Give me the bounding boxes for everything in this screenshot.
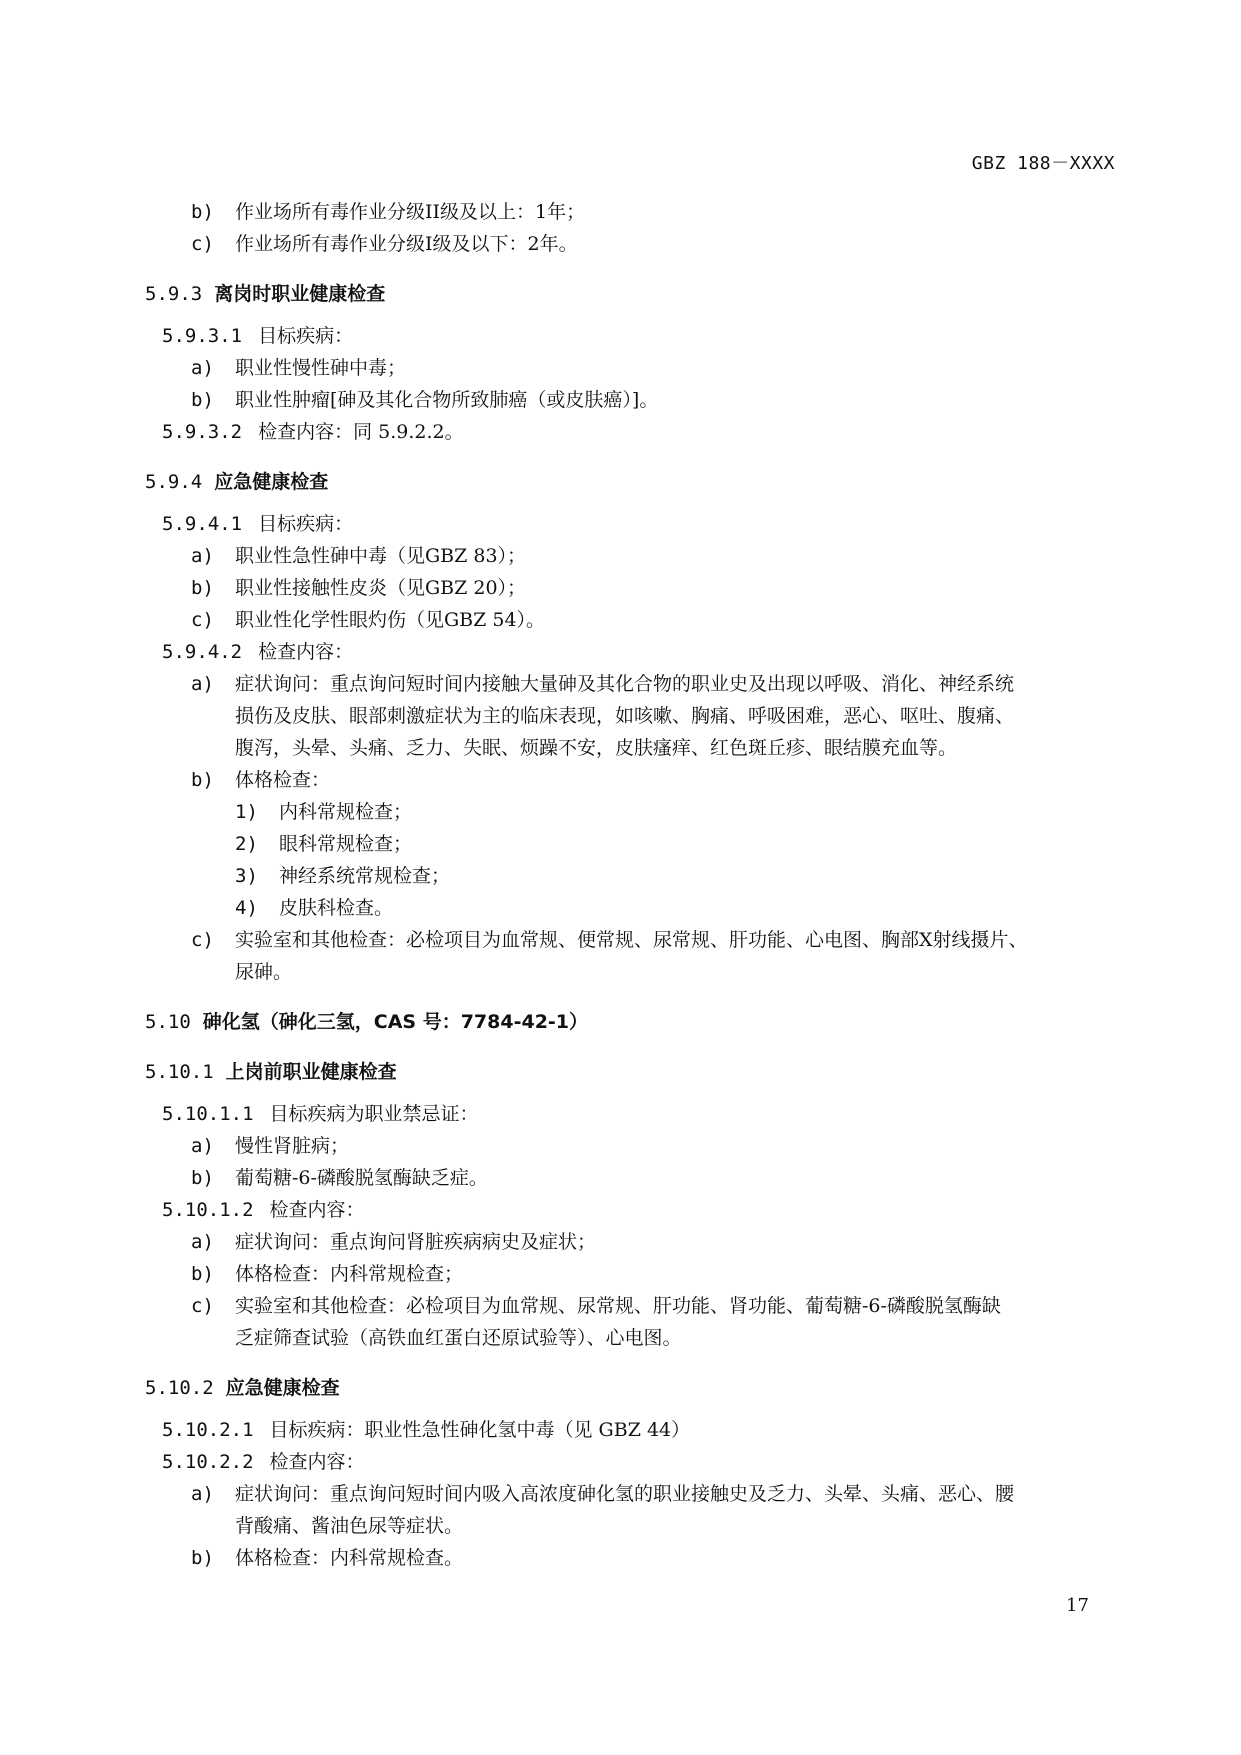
section-title: 砷化氢（砷化三氢，CAS 号：7784-42-1） — [202, 1011, 589, 1033]
list-item-text — [235, 1290, 1120, 1354]
list-marker: a) — [191, 1483, 214, 1505]
subsection-number: 5.9.4.2 — [162, 641, 243, 663]
subsection-line — [145, 636, 1120, 668]
list-marker: a) — [191, 357, 214, 379]
numbered-list-item — [145, 892, 1120, 924]
list-item — [145, 668, 1120, 764]
list-marker: a) — [191, 545, 214, 567]
subsection-number: 5.10.1.2 — [162, 1199, 254, 1221]
subsection-number: 5.9.3.1 — [162, 325, 243, 347]
list-item-text — [235, 540, 1120, 572]
text-line: 乏症筛查试验（高铁血红蛋白还原试验等）、心电图。 — [235, 1327, 682, 1349]
page-number: 17 — [1066, 1595, 1089, 1616]
numbered-list-item — [145, 828, 1120, 860]
list-marker: b) — [191, 389, 214, 411]
list-item — [145, 1258, 1120, 1290]
list-item-text — [235, 1162, 1120, 1194]
subsection-line — [145, 1446, 1120, 1478]
list-marker: c) — [191, 233, 214, 255]
subsection-text: 目标疾病为职业禁忌证： — [269, 1103, 479, 1125]
document-header: GBZ 188－XXXX — [971, 153, 1115, 174]
subsection-text: 检查内容： — [258, 641, 354, 663]
list-item-text — [235, 764, 1120, 796]
subsection-line — [145, 1194, 1120, 1226]
section-title: 应急健康检查 — [225, 1377, 340, 1399]
list-marker: a) — [191, 1135, 214, 1157]
list-marker: 2) — [235, 833, 258, 855]
list-item — [145, 1542, 1120, 1574]
text-line: 体格检查：内科常规检查。 — [235, 1547, 464, 1569]
list-marker: b) — [191, 769, 214, 791]
text-line: 职业性接触性皮炎（见GBZ 20）； — [235, 577, 527, 599]
list-item-text — [235, 572, 1120, 604]
list-item-text — [235, 352, 1120, 384]
subsection-line — [145, 508, 1120, 540]
list-item — [145, 572, 1120, 604]
text-line: 损伤及皮肤、眼部刺激症状为主的临床表现，如咳嗽、胸痛、呼吸困难，恶心、呕吐、腹痛、 — [235, 705, 1015, 727]
list-item — [145, 540, 1120, 572]
list-item — [145, 1226, 1120, 1258]
list-item — [145, 228, 1120, 260]
subsection-line — [145, 1414, 1120, 1446]
list-marker: a) — [191, 673, 214, 695]
section-number: 5.9.3 — [145, 283, 203, 305]
list-item-text — [235, 196, 1120, 228]
section-heading — [145, 466, 1120, 498]
text-line: 背酸痛、酱油色尿等症状。 — [235, 1515, 464, 1537]
text-line: 职业性肿瘤[砷及其化合物所致肺癌（或皮肤癌）]。 — [235, 389, 659, 411]
text-line: 职业性化学性眼灼伤（见GBZ 54）。 — [235, 609, 546, 631]
text-line: 慢性肾脏病； — [235, 1135, 350, 1157]
text-line: 体格检查：内科常规检查； — [235, 1263, 464, 1285]
subsection-number: 5.9.4.1 — [162, 513, 243, 535]
text-line: 眼科常规检查； — [279, 833, 413, 855]
list-marker: 4) — [235, 897, 258, 919]
section-number: 5.10.2 — [145, 1377, 214, 1399]
text-line: 神经系统常规检查； — [279, 865, 451, 887]
section-number: 5.10.1 — [145, 1061, 214, 1083]
list-marker: b) — [191, 1167, 214, 1189]
list-marker: a) — [191, 1231, 214, 1253]
list-item-text — [235, 1542, 1120, 1574]
section-heading — [145, 1372, 1120, 1404]
list-marker: 1) — [235, 801, 258, 823]
text-line: 皮肤科检查。 — [279, 897, 394, 919]
subsection-text: 检查内容：同 5.9.2.2。 — [258, 421, 464, 443]
text-line: 尿砷。 — [235, 961, 293, 983]
numbered-list-item — [145, 860, 1120, 892]
list-marker: c) — [191, 609, 214, 631]
text-line: 实验室和其他检查：必检项目为血常规、尿常规、肝功能、肾功能、葡萄糖-6-磷酸脱氢酶缺 — [235, 1295, 1001, 1317]
list-item — [145, 1478, 1120, 1542]
list-item-text — [235, 604, 1120, 636]
text-line: 腹泻，头晕、头痛、乏力、失眠、烦躁不安，皮肤瘙痒、红色斑丘疹、眼结膜充血等。 — [235, 737, 958, 759]
text-line: 症状询问：重点询问短时间内吸入高浓度砷化氢的职业接触史及乏力、头晕、头痛、恶心、腰 — [235, 1483, 1015, 1505]
text-line: 葡萄糖-6-磷酸脱氢酶缺乏症。 — [235, 1167, 488, 1189]
text-line: 职业性急性砷中毒（见GBZ 83）； — [235, 545, 527, 567]
section-number: 5.10 — [145, 1011, 191, 1033]
subsection-line — [145, 416, 1120, 448]
text-line: 作业场所有毒作业分级II级及以上：1年； — [235, 201, 586, 223]
subsection-number: 5.9.3.2 — [162, 421, 243, 443]
list-item-text — [235, 384, 1120, 416]
list-item-text — [279, 860, 1120, 892]
list-marker: b) — [191, 577, 214, 599]
list-item — [145, 604, 1120, 636]
subsection-text: 目标疾病： — [258, 513, 354, 535]
text-line: 体格检查： — [235, 769, 331, 791]
list-item — [145, 1130, 1120, 1162]
text-line: 症状询问：重点询问肾脏疾病病史及症状； — [235, 1231, 597, 1253]
text-line: 内科常规检查； — [279, 801, 413, 823]
list-item-text — [235, 1130, 1120, 1162]
subsection-number: 5.10.2.1 — [162, 1419, 254, 1441]
text-line: 症状询问：重点询问短时间内接触大量砷及其化合物的职业史及出现以呼吸、消化、神经系统 — [235, 673, 1015, 695]
list-item-text — [235, 1226, 1120, 1258]
section-heading — [145, 278, 1120, 310]
list-item — [145, 352, 1120, 384]
section-title: 应急健康检查 — [214, 471, 329, 493]
list-item-text — [279, 892, 1120, 924]
list-item — [145, 1162, 1120, 1194]
list-item-text — [235, 1258, 1120, 1290]
text-line: 职业性慢性砷中毒； — [235, 357, 407, 379]
list-item-text — [279, 828, 1120, 860]
subsection-line — [145, 1098, 1120, 1130]
section-heading — [145, 1056, 1120, 1088]
list-item-text — [279, 796, 1120, 828]
list-item — [145, 196, 1120, 228]
list-item-text — [235, 1478, 1120, 1542]
section-title: 离岗时职业健康检查 — [214, 283, 386, 305]
list-item — [145, 384, 1120, 416]
subsection-number: 5.10.1.1 — [162, 1103, 254, 1125]
subsection-line — [145, 320, 1120, 352]
text-line: 实验室和其他检查：必检项目为血常规、便常规、尿常规、肝功能、心电图、胸部X射线摄片、 — [235, 929, 1028, 951]
list-item — [145, 924, 1120, 988]
document-body — [145, 196, 1120, 1574]
list-marker: b) — [191, 201, 214, 223]
list-item-text — [235, 668, 1120, 764]
section-title: 上岗前职业健康检查 — [225, 1061, 397, 1083]
list-item — [145, 1290, 1120, 1354]
list-marker: c) — [191, 929, 214, 951]
section-heading — [145, 1006, 1120, 1038]
subsection-text: 检查内容： — [269, 1451, 365, 1473]
list-marker: b) — [191, 1263, 214, 1285]
text-line: 作业场所有毒作业分级I级及以下：2年。 — [235, 233, 578, 255]
subsection-text: 检查内容： — [269, 1199, 365, 1221]
numbered-list-item — [145, 796, 1120, 828]
section-number: 5.9.4 — [145, 471, 203, 493]
list-item — [145, 764, 1120, 796]
list-item-text — [235, 228, 1120, 260]
subsection-text: 目标疾病：职业性急性砷化氢中毒（见 GBZ 44） — [269, 1419, 691, 1441]
subsection-number: 5.10.2.2 — [162, 1451, 254, 1473]
list-marker: 3) — [235, 865, 258, 887]
list-marker: b) — [191, 1547, 214, 1569]
list-marker: c) — [191, 1295, 214, 1317]
list-item-text — [235, 924, 1120, 988]
subsection-text: 目标疾病： — [258, 325, 354, 347]
